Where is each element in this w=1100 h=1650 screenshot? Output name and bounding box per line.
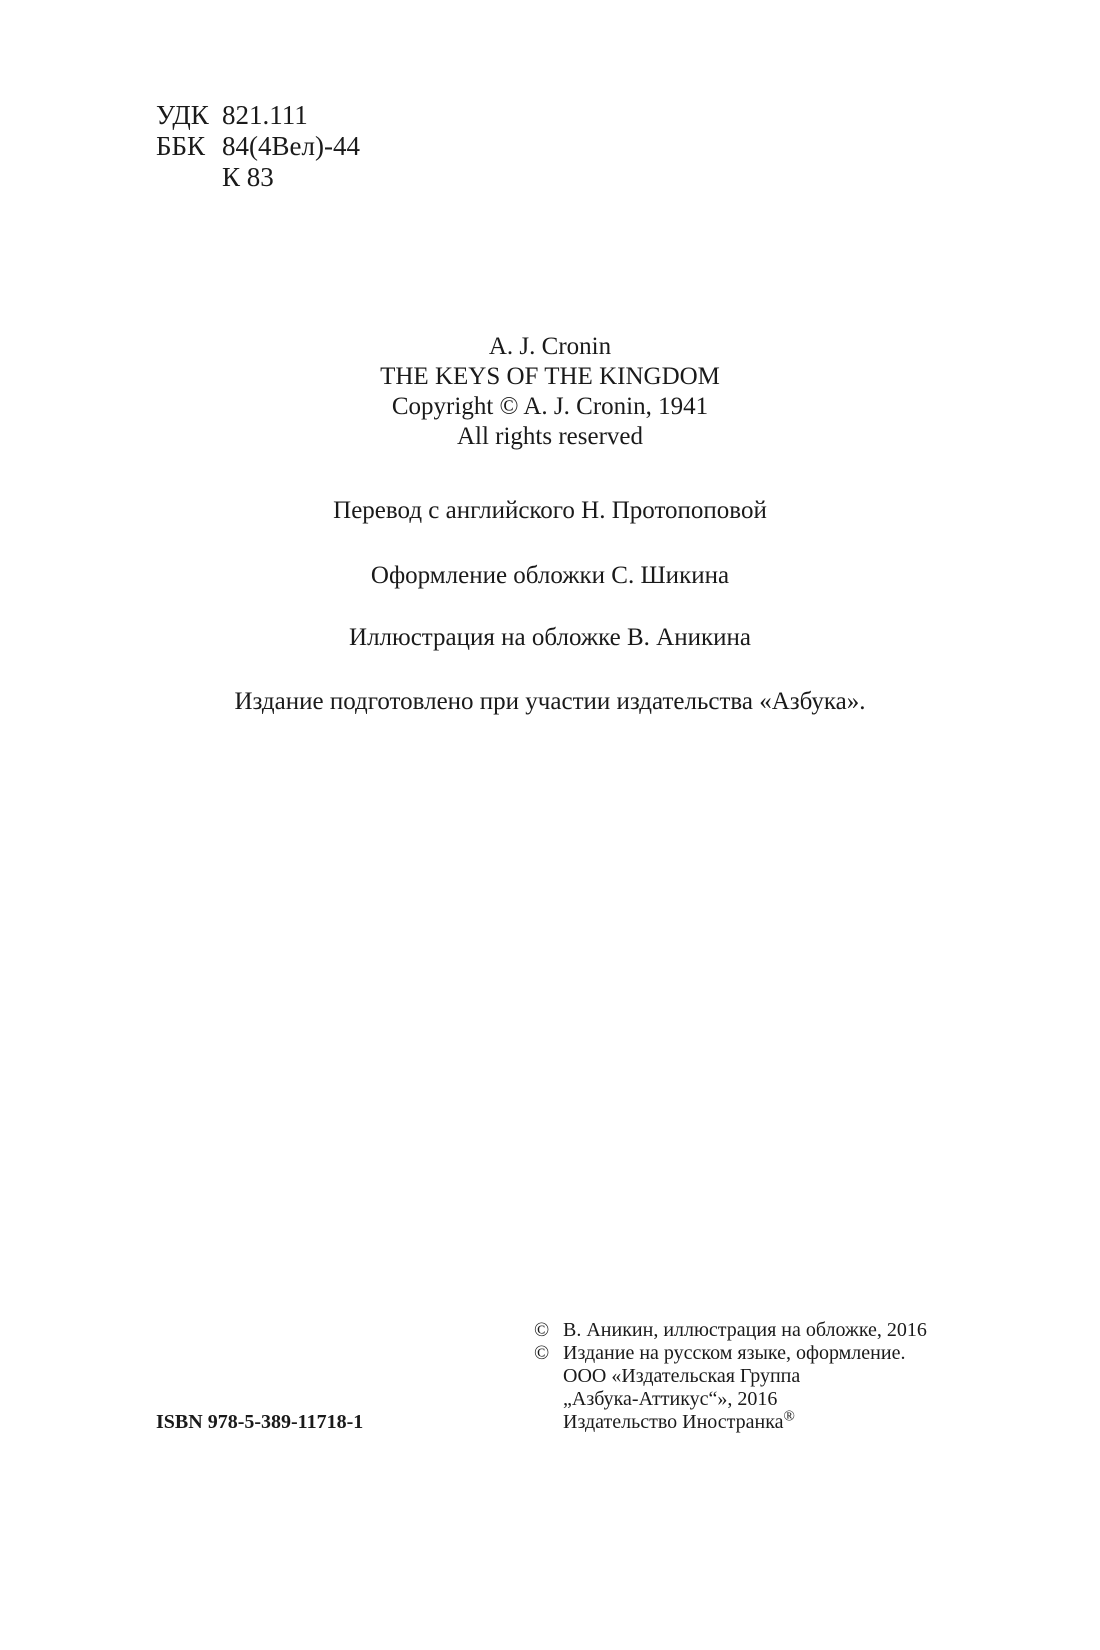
copyright-line-imprint (534, 1408, 927, 1434)
copyright-symbol: © (534, 1342, 550, 1364)
copyright-line-publisher-1 (534, 1365, 927, 1388)
copyright-line-illustration (534, 1319, 927, 1342)
copyright-symbol: © (534, 1319, 550, 1341)
original-edition-info (0, 332, 1100, 452)
illustration-credit: Иллюстрация на обложке В. Аникина (349, 624, 751, 651)
copyright-text: ООО «Издательская Группа (563, 1365, 801, 1387)
author-mark-row (156, 162, 360, 193)
copyright-text: „Азбука-Аттикус“», 2016 (563, 1388, 778, 1410)
copyright-text: В. Аникин, иллюстрация на обложке, 2016 (563, 1319, 927, 1341)
original-author: A. J. Cronin (488, 333, 612, 360)
copyright-text (534, 1408, 795, 1434)
copyright-text: Издание на русском языке, оформление. (563, 1342, 906, 1364)
copyright-line-edition (534, 1342, 927, 1365)
bbk-row (156, 131, 360, 162)
original-copyright: Copyright © A. J. Cronin, 1941 (391, 393, 709, 420)
imprint-name: Издательство Иностранка (563, 1411, 784, 1433)
original-rights: All rights reserved (456, 423, 644, 450)
edition-note: Издание подготовлено при участии издательства «Азбука». (234, 688, 866, 715)
isbn: ISBN 978-5-389-11718-1 (156, 1411, 364, 1433)
cover-design-credit: Оформление обложки С. Шикина (370, 562, 730, 589)
author-mark: К 83 (222, 162, 274, 192)
classification-codes (156, 100, 360, 193)
copyright-line-publisher-2 (534, 1388, 927, 1411)
translator-credit: Перевод с английского Н. Протопоповой (333, 497, 767, 524)
bbk-value: 84(4Вел)-44 (222, 131, 360, 161)
original-title: THE KEYS OF THE KINGDOM (380, 363, 720, 390)
registered-mark: ® (783, 1408, 795, 1425)
udk-row (156, 100, 360, 131)
udk-label: УДК (156, 100, 209, 130)
copyright-block (534, 1319, 927, 1434)
bbk-label: ББК (156, 131, 206, 161)
udk-value: 821.111 (222, 100, 308, 130)
